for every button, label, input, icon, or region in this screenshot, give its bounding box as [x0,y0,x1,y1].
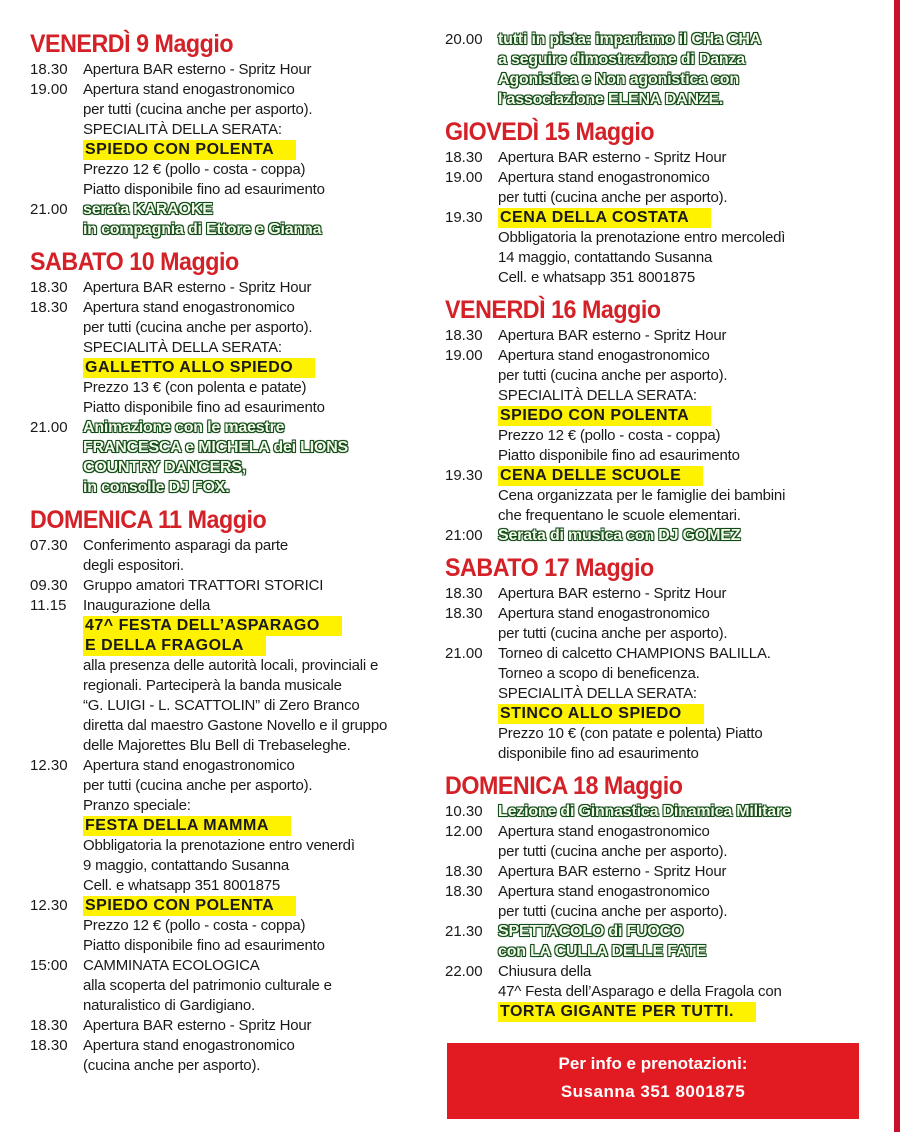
event-line: Gruppo amatori TRATTORI STORICI [83,577,324,594]
event-line-wrap [498,724,865,744]
event-time: 09.30 [30,577,68,594]
event-time: 19.00 [30,81,68,98]
event-line-wrap [83,378,445,398]
event-line-wrap [83,716,445,736]
event-line-wrap [498,822,865,842]
event-time: 18.30 [445,863,483,880]
event-description [83,200,445,240]
event-line-wrap [83,418,445,438]
event-description [498,822,865,862]
special-event-text: l’associazione ELENA DANZE. [498,91,724,108]
event-line-wrap [498,268,865,288]
info-heading: Per info e prenotazioni: [558,1054,748,1073]
event-time: 19.00 [445,169,483,186]
event-line: Prezzo 12 € (pollo - costa - coppa) [83,161,306,178]
event-row [445,644,865,764]
event-row [445,346,865,466]
event-line: Apertura stand enogastronomico [498,605,710,622]
event-line: 9 maggio, contattando Susanna [83,857,290,874]
highlight-dish: FESTA DELLA MAMMA [83,816,291,836]
event-description [498,962,865,1022]
event-time: 12.30 [30,757,68,774]
event-line-wrap [498,704,865,724]
event-line-wrap [498,248,865,268]
day-section [445,772,865,1022]
info-contact: Susanna 351 8001875 [560,1082,746,1101]
highlight-dish: TORTA GIGANTE PER TUTTI. [498,1002,756,1022]
highlight-dish: SPIEDO CON POLENTA [83,140,296,160]
event-line-wrap [498,506,865,526]
event-row [445,526,865,546]
event-time: 21.00 [445,645,483,662]
event-line: Obbligatoria la prenotazione entro venerdì [83,837,355,854]
special-event-text: Lezione di Ginnastica Dinamica Militare [498,803,791,820]
event-line: naturalistico di Gardigiano. [83,997,255,1014]
event-time: 15:00 [30,957,68,974]
special-event-text: COUNTRY DANCERS, [83,459,247,476]
event-line: Apertura stand enogastronomico [498,347,710,364]
event-line-wrap [498,366,865,386]
event-description [83,278,445,298]
event-line-wrap [83,996,445,1016]
event-description [498,346,865,466]
event-line-wrap [498,584,865,604]
event-line-wrap [83,458,445,478]
event-line: 14 maggio, contattando Susanna [498,249,713,266]
event-line-wrap [498,168,865,188]
event-description [498,802,865,822]
special-event-text: tutti in pista: impariamo il CHa CHA [498,31,762,48]
event-row [445,208,865,288]
event-line: Apertura BAR esterno - Spritz Hour [498,585,727,602]
event-time: 18.30 [30,279,68,296]
event-line: Cena organizzata per le famiglie dei bambini [498,487,786,504]
event-description [498,644,865,764]
event-line-wrap [83,896,445,916]
event-description [498,466,865,526]
event-line-wrap [83,636,445,656]
event-line: alla presenza delle autorità locali, provinciali e [83,657,379,674]
event-line-wrap [498,486,865,506]
event-description [498,526,865,546]
special-event-text: con LA CULLA DELLE FATE [498,943,707,960]
event-description [83,1016,445,1036]
event-line: per tutti (cucina anche per asporto). [83,777,313,794]
event-line: Apertura stand enogastronomico [83,299,295,316]
event-row [30,278,445,298]
special-event-text: SPETTACOLO di FUOCO [498,923,684,940]
event-time: 18.30 [30,299,68,316]
event-line-wrap [83,936,445,956]
event-line: Cell. e whatsapp 351 8001875 [83,877,281,894]
event-time: 21:00 [445,527,483,544]
event-time: 11.15 [30,597,67,614]
event-description [498,604,865,644]
event-line: Apertura BAR esterno - Spritz Hour [83,61,312,78]
event-line-wrap [498,624,865,644]
program-column-left [30,30,445,1084]
event-row [445,30,865,110]
event-time: 22.00 [445,963,483,980]
event-line: Chiusura della [498,963,592,980]
event-line-wrap [498,862,865,882]
event-line-wrap [498,70,865,90]
day-section [445,30,865,110]
event-line: Apertura stand enogastronomico [83,1037,295,1054]
event-line: Apertura BAR esterno - Spritz Hour [498,149,727,166]
event-line-wrap [498,50,865,70]
event-description [83,298,445,418]
event-line-wrap [83,220,445,240]
event-line: per tutti (cucina anche per asporto). [83,319,313,336]
event-line-wrap [498,386,865,406]
event-line-wrap [498,208,865,228]
event-line-wrap [83,796,445,816]
day-title: VENERDÌ 16 Maggio [445,296,661,324]
event-row [30,576,445,596]
event-time: 18.30 [30,1017,68,1034]
event-row [445,962,865,1022]
event-line-wrap [83,576,445,596]
event-time: 18.30 [445,149,483,166]
event-description [83,418,445,498]
event-description [498,584,865,604]
highlight-dish: STINCO ALLO SPIEDO [498,704,704,724]
event-row [30,418,445,498]
event-line-wrap [83,556,445,576]
event-line-wrap [83,876,445,896]
event-line-wrap [83,60,445,80]
event-line: per tutti (cucina anche per asporto). [498,189,728,206]
event-line-wrap [498,406,865,426]
event-line-wrap [83,616,445,636]
event-line-wrap [498,842,865,862]
program-column-right [445,30,865,1030]
event-line-wrap [83,676,445,696]
event-line: Apertura stand enogastronomico [83,757,295,774]
event-row [445,466,865,526]
event-line: diretta dal maestro Gastone Novello e il gruppo [83,717,388,734]
event-line: Apertura stand enogastronomico [498,169,710,186]
event-line: Apertura BAR esterno - Spritz Hour [83,1017,312,1034]
day-title: DOMENICA 18 Maggio [445,772,683,800]
event-line-wrap [83,358,445,378]
event-line-wrap [498,922,865,942]
event-line-wrap [498,902,865,922]
event-description [83,576,445,596]
event-row [445,326,865,346]
event-line: Apertura stand enogastronomico [498,823,710,840]
event-line-wrap [83,160,445,180]
event-row [30,896,445,956]
highlight-dish: GALLETTO ALLO SPIEDO [83,358,315,378]
event-line: Inaugurazione della [83,597,211,614]
event-line-wrap [498,744,865,764]
event-line: Conferimento asparagi da parte [83,537,288,554]
day-title: GIOVEDÌ 15 Maggio [445,118,655,146]
event-line: “G. LUIGI - L. SCATTOLIN” di Zero Branco [83,697,360,714]
event-line-wrap [83,278,445,298]
event-line: Apertura BAR esterno - Spritz Hour [498,863,727,880]
event-line-wrap [498,326,865,346]
special-event-text: a seguire dimostrazione di Danza [498,51,745,68]
event-line-wrap [498,526,865,546]
event-line: alla scoperta del patrimonio culturale e [83,977,332,994]
event-row [30,596,445,756]
event-line: SPECIALITÀ DELLA SERATA: [83,121,282,138]
event-description [83,756,445,896]
event-time: 18.30 [445,883,483,900]
event-line: SPECIALITÀ DELLA SERATA: [498,685,697,702]
event-line-wrap [83,338,445,358]
event-line: regionali. Parteciperà la banda musicale [83,677,342,694]
event-row [445,802,865,822]
event-description [498,326,865,346]
event-time: 18.30 [445,327,483,344]
event-row [445,604,865,644]
highlight-dish: E DELLA FRAGOLA [83,636,266,656]
event-line: che frequentano le scuole elementari. [498,507,741,524]
event-time: 12.30 [30,897,68,914]
event-line: per tutti (cucina anche per asporto). [498,843,728,860]
event-time: 21.00 [30,419,68,436]
event-row [30,298,445,418]
event-time: 18.30 [445,585,483,602]
event-line-wrap [498,188,865,208]
event-time: 19.00 [445,347,483,364]
event-description [498,208,865,288]
event-line: Apertura BAR esterno - Spritz Hour [498,327,727,344]
event-description [83,1036,445,1076]
event-line-wrap [498,228,865,248]
day-title: VENERDÌ 9 Maggio [30,30,234,58]
event-line-wrap [83,696,445,716]
event-line-wrap [83,536,445,556]
event-line-wrap [498,942,865,962]
event-line-wrap [83,776,445,796]
event-line: Piatto disponibile fino ad esaurimento [83,937,325,954]
event-line-wrap [498,982,865,1002]
day-title: SABATO 17 Maggio [445,554,654,582]
event-line: Torneo di calcetto CHAMPIONS BALILLA. [498,645,771,662]
event-row [445,822,865,862]
day-section [445,296,865,546]
event-line: Obbligatoria la prenotazione entro mercoledì [498,229,786,246]
special-event-text: Agonistica e Non agonistica con [498,71,739,88]
event-row [30,1016,445,1036]
special-event-text: FRANCESCA e MICHELA dei LIONS [83,439,349,456]
event-line-wrap [498,466,865,486]
event-line: per tutti (cucina anche per asporto). [498,903,728,920]
event-line-wrap [498,604,865,624]
event-line: Apertura stand enogastronomico [83,81,295,98]
event-line: Prezzo 10 € (con patate e polenta) Piatto [498,725,763,742]
event-row [30,200,445,240]
event-description [498,168,865,208]
day-section [30,30,445,240]
event-time: 18.30 [445,605,483,622]
event-line-wrap [498,90,865,110]
event-line-wrap [83,656,445,676]
event-description [83,956,445,1016]
event-line: per tutti (cucina anche per asporto). [498,367,728,384]
event-row [445,882,865,922]
event-line: SPECIALITÀ DELLA SERATA: [498,387,697,404]
event-line: Prezzo 13 € (con polenta e patate) [83,379,307,396]
event-line: Apertura stand enogastronomico [498,883,710,900]
event-row [445,168,865,208]
event-line-wrap [83,836,445,856]
event-description [498,148,865,168]
event-description [83,596,445,756]
event-time: 18.30 [30,61,68,78]
event-time: 21.30 [445,923,483,940]
event-time: 18.30 [30,1037,68,1054]
event-line-wrap [83,318,445,338]
info-box [447,1043,859,1119]
event-row [30,60,445,80]
event-line-wrap [83,916,445,936]
event-line: Apertura BAR esterno - Spritz Hour [83,279,312,296]
highlight-dish: SPIEDO CON POLENTA [83,896,296,916]
event-time: 19.30 [445,467,483,484]
event-row [30,1036,445,1076]
event-line-wrap [83,1056,445,1076]
event-row [445,862,865,882]
event-line-wrap [498,684,865,704]
event-description [498,882,865,922]
event-line-wrap [83,956,445,976]
event-line-wrap [83,1036,445,1056]
event-line-wrap [83,856,445,876]
event-time: 19.30 [445,209,483,226]
event-line: degli espositori. [83,557,184,574]
event-row [445,584,865,604]
event-line-wrap [498,882,865,902]
event-line-wrap [498,802,865,822]
event-line: 47^ Festa dell’Asparago e della Fragola con [498,983,782,1000]
event-line-wrap [498,346,865,366]
event-time: 12.00 [445,823,483,840]
event-line-wrap [83,398,445,418]
event-line: SPECIALITÀ DELLA SERATA: [83,339,282,356]
special-event-text: in compagnia di Ettore e Gianna [83,221,322,238]
event-row [445,922,865,962]
special-event-text: Serata di musica con DJ GOMEZ [498,527,741,544]
event-line-wrap [83,200,445,220]
event-line-wrap [83,1016,445,1036]
event-description [83,60,445,80]
event-line: delle Majorettes Blu Bell di Trebaseleghe. [83,737,351,754]
event-line-wrap [83,140,445,160]
day-section [30,248,445,498]
event-row [30,536,445,576]
event-row [30,756,445,896]
event-time: 20.00 [445,31,483,48]
highlight-dish: SPIEDO CON POLENTA [498,406,711,426]
event-row [30,80,445,200]
event-line: Piatto disponibile fino ad esaurimento [498,447,740,464]
event-line: Cell. e whatsapp 351 8001875 [498,269,696,286]
day-section [30,506,445,1076]
event-line-wrap [498,30,865,50]
event-line: Piatto disponibile fino ad esaurimento [83,399,325,416]
event-line: CAMMINATA ECOLOGICA [83,957,260,974]
event-description [498,922,865,962]
event-line-wrap [83,736,445,756]
special-event-text: in consolle DJ FOX. [83,479,230,496]
event-line-wrap [498,644,865,664]
event-line: Pranzo speciale: [83,797,191,814]
highlight-dish: CENA DELLE SCUOLE [498,466,703,486]
event-row [30,956,445,1016]
day-section [445,554,865,764]
event-line-wrap [498,962,865,982]
event-time: 07.30 [30,537,68,554]
event-line-wrap [83,100,445,120]
event-description [83,896,445,956]
event-line-wrap [498,1002,865,1022]
event-line-wrap [83,478,445,498]
right-border [894,0,900,1132]
event-line-wrap [83,298,445,318]
event-line: per tutti (cucina anche per asporto). [83,101,313,118]
event-line: disponibile fino ad esaurimento [498,745,699,762]
event-time: 10.30 [445,803,483,820]
event-line-wrap [83,80,445,100]
special-event-text: serata KARAOKE [83,201,213,218]
event-line-wrap [83,180,445,200]
event-line-wrap [498,148,865,168]
event-line: Prezzo 12 € (pollo - costa - coppa) [83,917,306,934]
top-border [0,0,900,22]
event-description [83,80,445,200]
event-line: Piatto disponibile fino ad esaurimento [83,181,325,198]
event-line-wrap [83,816,445,836]
day-title: DOMENICA 11 Maggio [30,506,267,534]
event-row [445,148,865,168]
event-line-wrap [498,664,865,684]
day-title: SABATO 10 Maggio [30,248,239,276]
event-line: Torneo a scopo di beneficenza. [498,665,700,682]
event-line-wrap [83,120,445,140]
highlight-dish: 47^ FESTA DELL’ASPARAGO [83,616,342,636]
event-line-wrap [498,446,865,466]
event-time: 21.00 [30,201,68,218]
event-line: per tutti (cucina anche per asporto). [498,625,728,642]
event-description [83,536,445,576]
event-line-wrap [83,976,445,996]
event-line: (cucina anche per asporto). [83,1057,261,1074]
event-line-wrap [83,756,445,776]
highlight-dish: CENA DELLA COSTATA [498,208,711,228]
event-description [498,862,865,882]
event-line-wrap [498,426,865,446]
event-description [498,30,865,110]
event-line-wrap [83,438,445,458]
day-section [445,118,865,288]
event-line: Prezzo 12 € (pollo - costa - coppa) [498,427,721,444]
event-line-wrap [83,596,445,616]
special-event-text: Animazione con le maestre [83,419,285,436]
